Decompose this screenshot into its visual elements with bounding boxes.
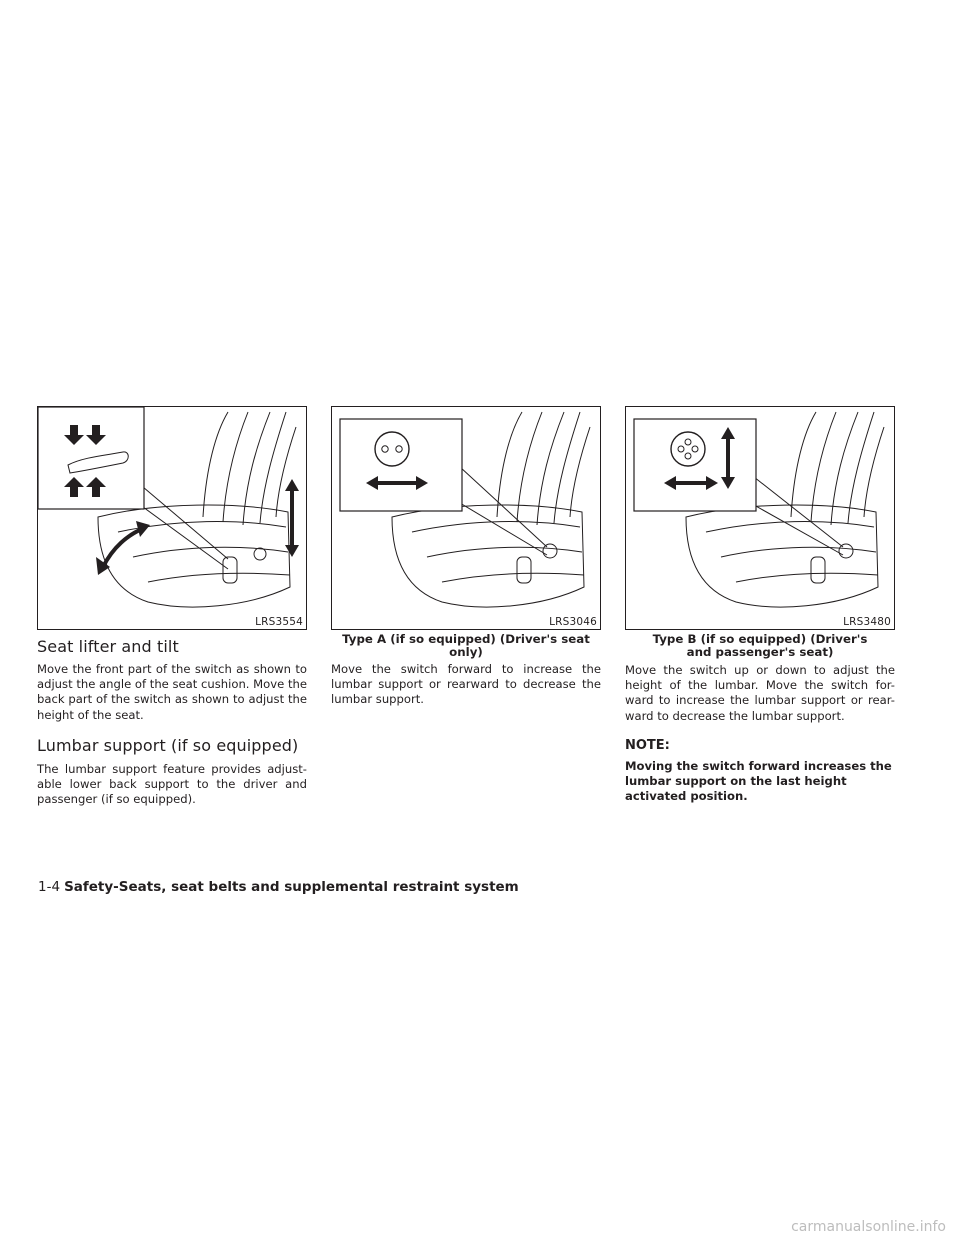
- caption-type-b: Type B (if so equipped) (Driver's and passenger's seat): [652, 632, 868, 659]
- figure-lumbar-type-b: [625, 406, 895, 630]
- column-2: [331, 633, 601, 708]
- para-type-a: Move the switch forward to increase the lumbar support or rearward to decrease the lumbar support.: [331, 662, 601, 707]
- column-1: [37, 637, 307, 807]
- para-seat-lifter: Move the front part of the switch as shown to adjust the angle of the seat cushion. Move the back part of the switch as shown to adjust the height of the seat.: [37, 662, 307, 722]
- lumbar-type-b-illustration: [626, 407, 894, 629]
- para-lumbar-support: The lumbar support feature provides adjust- able lower back support to the driver and passenger (if so equipped).: [37, 761, 307, 807]
- lumbar-type-a-illustration: [332, 407, 600, 629]
- section-title: Safety-Seats, seat belts and supplemental restraint system: [64, 879, 519, 895]
- heading-seat-lifter: Seat lifter and tilt: [37, 637, 179, 656]
- figure-lumbar-type-a: [331, 406, 601, 630]
- figure-seat-lifter: [37, 406, 307, 630]
- para-type-b: Move the switch up or down to adjust the height of the lumbar. Move the switch for- ward to increase the lumbar support or rear- ward to decrease the lumbar support.: [625, 663, 895, 723]
- page-footer: [38, 879, 519, 895]
- heading-lumbar-support: Lumbar support (if so equipped): [37, 735, 299, 755]
- note-heading: NOTE:: [625, 737, 670, 753]
- watermark: carmanualsonline.info: [791, 1219, 946, 1235]
- note-body: Moving the switch forward increases the lumbar support on the last height activated position.: [625, 758, 892, 804]
- figure-code: LRS3480: [843, 616, 891, 628]
- caption-type-a: Type A (if so equipped) (Driver's seat only): [342, 632, 590, 659]
- figure-code: LRS3554: [255, 616, 303, 628]
- seat-lifter-illustration: [38, 407, 306, 629]
- page-number: 1-4: [38, 879, 61, 895]
- column-3: [625, 633, 895, 804]
- figure-code: LRS3046: [549, 616, 597, 628]
